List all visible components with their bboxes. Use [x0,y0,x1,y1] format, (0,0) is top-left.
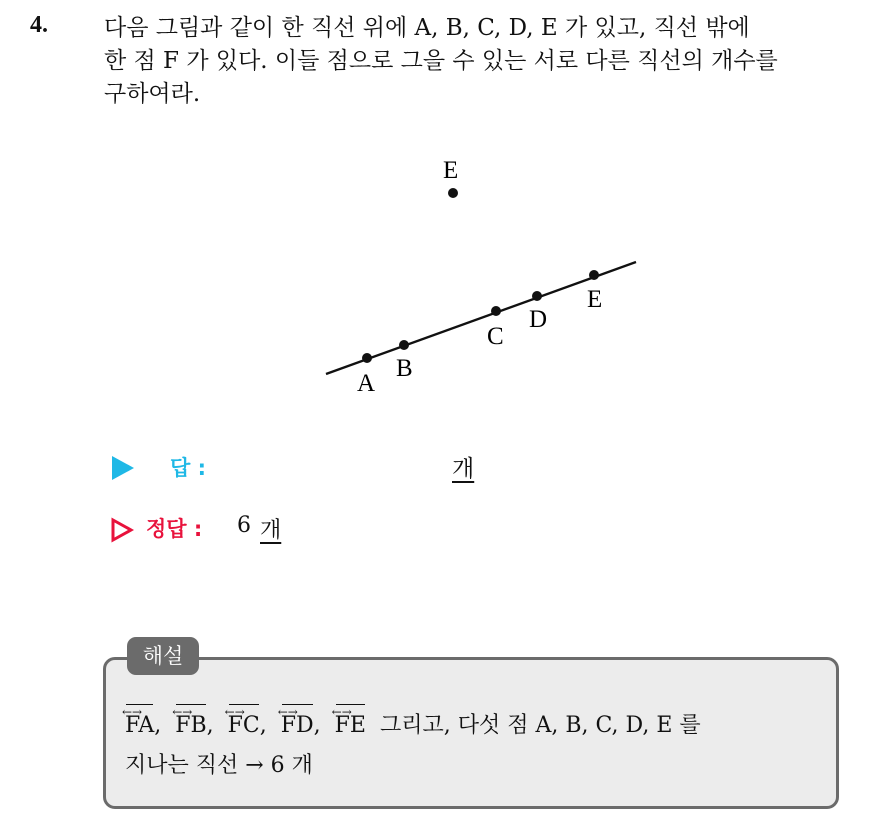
explanation-line-2: 지나는 직선 → 6 개 [125,753,313,778]
question-line-2: 한 점 F 가 있다. 이들 점으로 그을 수 있는 서로 다른 직선의 개수를 [104,48,778,74]
play-triangle-icon [112,456,134,480]
point-d-label: D [529,306,548,333]
vector-fb: FB ←→ [175,700,206,746]
point-a [362,353,372,363]
explanation-tab: 해설 [127,637,199,675]
correct-answer-unit: 개 [260,518,282,543]
outline-triangle-icon [110,517,134,543]
point-b [399,340,409,350]
point-a-label: A [357,370,376,397]
point-c-label: C [487,323,504,350]
correct-answer-value: 6 [237,513,251,538]
explanation-line-1-text: 그리고, 다섯 점 A, B, C, D, E 를 [379,713,701,738]
explanation-text [125,700,825,786]
explanation-line-1: FA ←→, FB ←→, FC ←→, FD ←→, FE ←→ 그리고, 다섯 점 A, B, C, D, E 를 [125,700,825,746]
answer-unit: 개 [452,456,475,482]
vector-fd: FD ←→ [281,700,314,746]
point-d [532,291,542,301]
point-b-label: B [396,355,413,382]
answer-label: 답 : [170,456,206,480]
vector-fa: FA ←→ [125,700,154,746]
question-line-1: 다음 그림과 같이 한 직선 위에 A, B, C, D, E 가 있고, 직선 밖에 [104,15,750,41]
question-number: 4. [30,12,48,38]
vector-fc: FC ←→ [228,700,260,746]
geometry-figure [300,150,660,410]
vector-fe: FE ←→ [335,700,366,746]
straight-line [326,262,636,374]
question-text [104,12,864,111]
point-e-label: E [587,286,603,313]
outside-point-label: E [443,157,459,184]
point-c [491,306,501,316]
answer-row [112,452,612,486]
correct-answer-row [110,511,510,547]
question-line-3: 구하여라. [104,81,201,107]
point-e [589,270,599,280]
correct-answer-label: 정답 : [146,517,203,541]
outside-point [448,188,458,198]
